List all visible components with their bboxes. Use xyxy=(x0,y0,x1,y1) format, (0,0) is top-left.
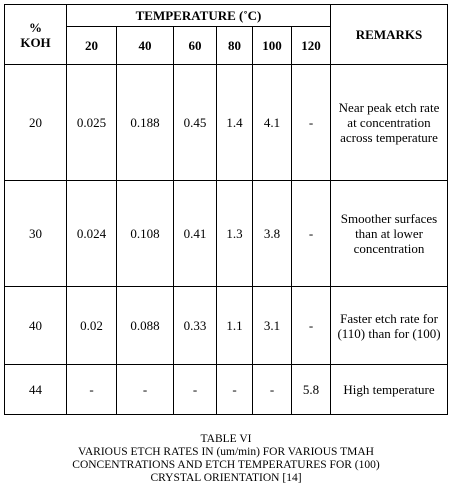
temperature-column-header: 100 xyxy=(253,27,292,65)
etch-rate-table xyxy=(4,4,448,415)
temperature-column-header: 80 xyxy=(217,27,253,65)
rate-cell: - xyxy=(217,365,253,415)
rate-cell: - xyxy=(117,365,174,415)
caption-label: TABLE VI xyxy=(200,433,252,445)
rate-cell: 3.8 xyxy=(253,181,292,287)
remarks-header: REMARKS xyxy=(331,5,448,65)
rate-cell: 1.4 xyxy=(217,65,253,181)
rate-cell: - xyxy=(292,65,331,181)
remark-cell: Faster etch rate for (110) than for (100) xyxy=(331,287,448,365)
rate-cell: 1.1 xyxy=(217,287,253,365)
rate-cell: 1.3 xyxy=(217,181,253,287)
rate-cell: 0.088 xyxy=(117,287,174,365)
table-caption xyxy=(0,433,452,485)
temperature-column-header: 60 xyxy=(174,27,217,65)
rate-cell: - xyxy=(292,287,331,365)
rate-cell: 0.41 xyxy=(174,181,217,287)
rate-cell: 0.025 xyxy=(67,65,117,181)
rate-cell: 0.188 xyxy=(117,65,174,181)
koh-cell: 30 xyxy=(5,181,67,287)
koh-cell: 20 xyxy=(5,65,67,181)
temperature-column-header: 40 xyxy=(117,27,174,65)
remark-cell: High temperature xyxy=(331,365,448,415)
table-row xyxy=(5,365,448,415)
rate-cell: 0.024 xyxy=(67,181,117,287)
caption-line: VARIOUS ETCH RATES IN (um/min) FOR VARIOUS TMAH xyxy=(78,446,374,458)
rate-cell: - xyxy=(67,365,117,415)
rate-cell: - xyxy=(292,181,331,287)
rate-cell: 0.33 xyxy=(174,287,217,365)
temperature-column-header: 120 xyxy=(292,27,331,65)
rate-cell: 4.1 xyxy=(253,65,292,181)
caption-line: CONCENTRATIONS AND ETCH TEMPERATURES FOR (100) xyxy=(72,459,380,471)
koh-header xyxy=(5,5,67,65)
temperature-column-header: 20 xyxy=(67,27,117,65)
remark-cell: Smoother surfaces than at lower concentration xyxy=(331,181,448,287)
koh-header-label: KOH xyxy=(20,34,51,50)
rate-cell: - xyxy=(253,365,292,415)
rate-cell: 0.45 xyxy=(174,65,217,181)
header-row xyxy=(5,5,448,27)
temperature-header: TEMPERATURE (˚C) xyxy=(67,5,331,27)
koh-cell: 44 xyxy=(5,365,67,415)
koh-cell: 40 xyxy=(5,287,67,365)
koh-header-percent: % xyxy=(29,19,42,35)
caption-line: CRYSTAL ORIENTATION [14] xyxy=(150,472,302,484)
rate-cell: 3.1 xyxy=(253,287,292,365)
rate-cell: 0.02 xyxy=(67,287,117,365)
rate-cell: 5.8 xyxy=(292,365,331,415)
rate-cell: - xyxy=(174,365,217,415)
table-row xyxy=(5,65,448,181)
table-row xyxy=(5,287,448,365)
table-row xyxy=(5,181,448,287)
remark-cell: Near peak etch rate at concentration across temperature xyxy=(331,65,448,181)
rate-cell: 0.108 xyxy=(117,181,174,287)
